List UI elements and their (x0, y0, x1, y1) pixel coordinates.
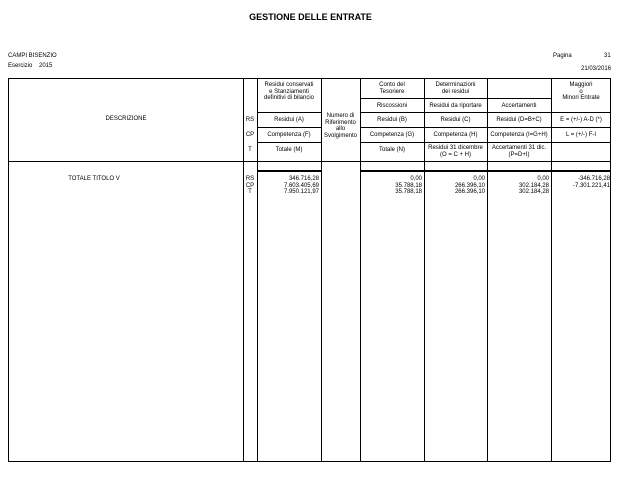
rs-residui-c: Residui (C) (440, 117, 471, 123)
totale-residui-riportare: 0,00 266.396,10 266.396,10 (454, 176, 485, 195)
pagina-label: Pagina (553, 53, 572, 59)
cp-competenza-h: Competenza (H) (433, 132, 478, 138)
col-accertamenti: Accertamenti (501, 103, 537, 109)
col-descrizione: DESCRIZIONE (105, 116, 147, 122)
rs-formula-e: E = (+/-) A-D (*) (560, 117, 602, 123)
col-riscossioni: Riscossioni (376, 103, 408, 109)
row-code-rs: RS (245, 117, 255, 123)
header-bottom-divider (9, 161, 610, 162)
t-residui-31-dicembre: Residui 31 dicembre (O = C + H) (428, 145, 483, 158)
report-date: 21/03/2016 (581, 66, 612, 72)
row-divider (257, 112, 321, 113)
esercizio-label: Esercizio (8, 63, 33, 69)
col-conto-tesoriere: Conto del Tesoriere (379, 82, 405, 95)
thick-divider (360, 170, 611, 172)
row-code-t: T (248, 147, 252, 153)
totale-accertamenti: 0,00 302.184,28 302.184,28 (518, 176, 549, 195)
col-residui-conservati: Residui conservati e Stanziamenti definitivi di bilancio (263, 82, 315, 101)
rs-residui-b: Residui (B) (377, 117, 407, 123)
row-divider (360, 127, 611, 128)
cp-competenza-f: Competenza (F) (267, 132, 311, 138)
col-determinazioni: Determinazioni dei residui (435, 82, 476, 95)
row-divider (360, 112, 611, 113)
esercizio-year: 2015 (39, 63, 53, 69)
row-divider (360, 142, 611, 143)
cp-competenza-g: Competenza (G) (369, 132, 415, 138)
t-totale-m: Totale (M) (275, 147, 303, 153)
totale-titolo-label: TOTALE TITOLO V (68, 176, 120, 182)
t-accertamenti-31-dic: Accertamenti 31 dic. (P=D+I) (491, 145, 547, 158)
row-divider (257, 142, 321, 143)
totale-riscossioni: 0,00 35.788,18 35.788,18 (395, 176, 422, 195)
rs-residui-a: Residui (A) (274, 117, 304, 123)
cp-formula-l: L = (+/-) F-I (565, 132, 597, 138)
row-divider (360, 98, 551, 99)
t-totale-n: Totale (N) (378, 147, 405, 153)
totale-stanziamenti: 346.716,28 7.603.405,69 7.950.121,97 (283, 176, 319, 195)
totale-maggiori-minori: -346.716,28 -7.301.221,41 (572, 176, 610, 189)
report-table (8, 78, 611, 462)
cp-competenza-i: Competenza (I=G+H) (490, 132, 548, 138)
col-maggiori-minori: Maggiori o Minori Entrate (562, 82, 600, 101)
rs-residui-d: Residui (D=B+C) (496, 117, 542, 123)
row-code-cp: CP (245, 132, 255, 138)
pagina-number: 31 (604, 53, 611, 59)
page-title: GESTIONE DELLE ENTRATE (249, 12, 372, 22)
thick-divider (257, 170, 321, 172)
col-numero-riferimento: Numero di Riferimento allo Svolgimento (323, 113, 358, 139)
col-residui-riportare: Residui da riportare (429, 103, 482, 109)
ente-name: CAMPI BISENZIO (8, 53, 57, 59)
totale-codes: RS CP T (245, 176, 255, 195)
row-divider (257, 127, 321, 128)
